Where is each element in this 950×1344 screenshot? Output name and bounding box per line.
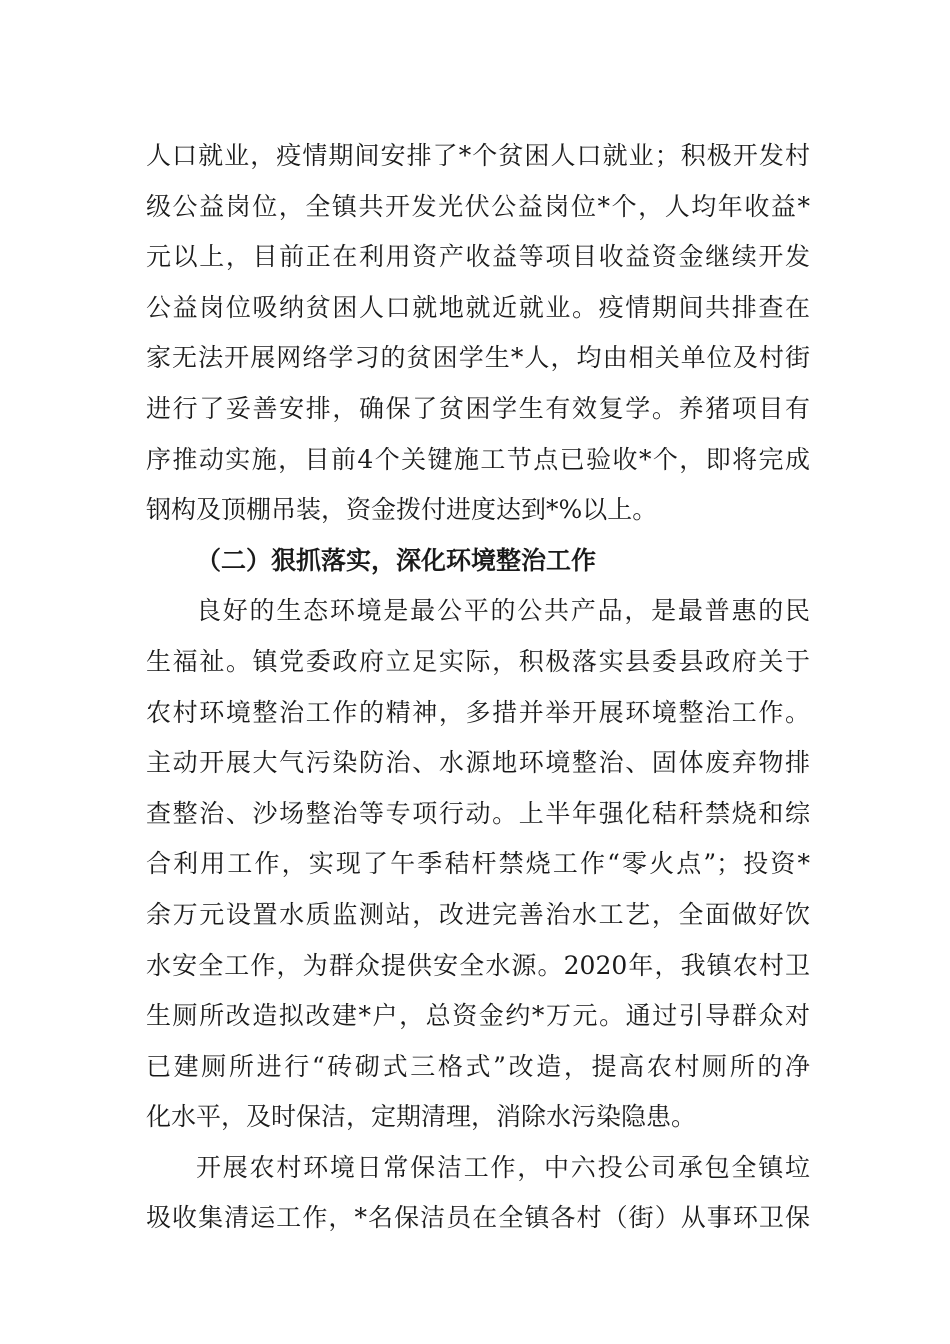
text-line: 元以上，目前正在利用资产收益等项目收益资金继续开发 — [146, 242, 810, 272]
section-heading: （二）狠抓落实，深化环境整治工作 — [196, 545, 597, 575]
paragraph-cleaning — [146, 1143, 810, 1244]
text-line: 圾收集清运工作，*名保洁员在全镇各村（街）从事环卫保 — [146, 1203, 810, 1233]
paragraph-employment — [146, 131, 810, 536]
text-line: 化水平，及时保洁，定期清理，消除水污染隐患。 — [146, 1102, 697, 1132]
text-line: 水安全工作，为群众提供安全水源。2020年，我镇农村卫 — [146, 950, 810, 980]
text-line: 家无法开展网络学习的贫困学生*人，均由相关单位及村街 — [146, 343, 810, 373]
text-line: 查整治、沙场整治等专项行动。上半年强化秸秆禁烧和综 — [146, 798, 810, 828]
text-line: 余万元设置水质监测站，改进完善治水工艺，全面做好饮 — [146, 899, 810, 929]
document-body — [146, 131, 810, 1244]
text-line: 开展农村环境日常保洁工作，中六投公司承包全镇垃 — [196, 1152, 810, 1182]
text-line: 公益岗位吸纳贫困人口就地就近就业。疫情期间共排查在 — [146, 292, 810, 322]
text-line: 钢构及顶棚吊装，资金拨付进度达到*%以上。 — [146, 495, 658, 525]
text-line: 合利用工作，实现了午季秸杆禁烧工作“零火点”；投资* — [146, 849, 810, 879]
text-line: 良好的生态环境是最公平的公共产品，是最普惠的民 — [196, 596, 810, 626]
text-line: 农村环境整治工作的精神，多措并举开展环境整治工作。 — [146, 697, 810, 727]
text-line: 序推动实施，目前4个关键施工节点已验收*个，即将完成 — [146, 444, 810, 474]
text-line: 主动开展大气污染防治、水源地环境整治、固体废弃物排 — [146, 748, 810, 778]
paragraph-environment — [146, 586, 810, 1143]
text-line: 生厕所改造拟改建*户，总资金约*万元。通过引导群众对 — [146, 1001, 810, 1031]
text-line: 已建厕所进行“砖砌式三格式”改造，提高农村厕所的净 — [146, 1051, 810, 1081]
text-line: 进行了妥善安排，确保了贫困学生有效复学。养猪项目有 — [146, 393, 810, 423]
text-line: 人口就业，疫情期间安排了*个贫困人口就业；积极开发村 — [146, 141, 810, 170]
text-line: 级公益岗位，全镇共开发光伏公益岗位*个，人均年收益* — [146, 191, 810, 221]
text-line: 生福祉。镇党委政府立足实际，积极落实县委县政府关于 — [146, 646, 810, 676]
